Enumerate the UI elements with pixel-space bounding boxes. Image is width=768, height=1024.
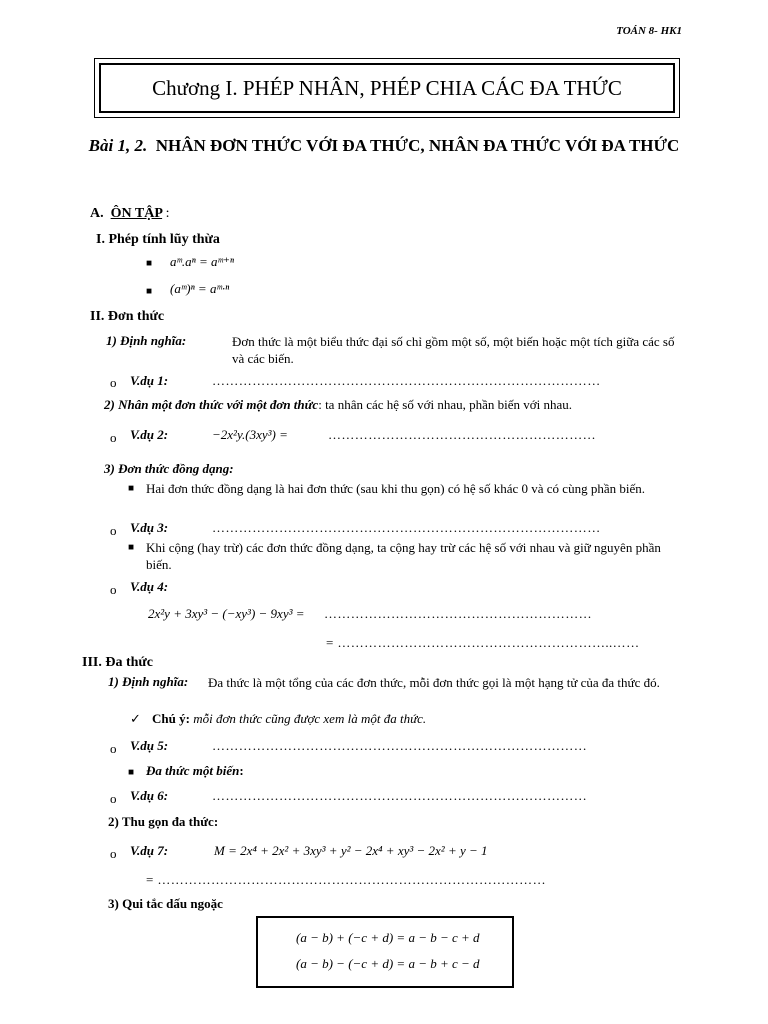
polynomial-definition-text: Đa thức là một tổng của các đơn thức, mỗi đơn thức gọi là một hạng tử của đa thức đó. xyxy=(208,675,660,690)
circle-bullet-icon: o xyxy=(110,430,117,445)
circle-bullet-icon: o xyxy=(110,375,117,390)
bullet-square-icon: ■ xyxy=(146,286,153,297)
power-formula-1: aᵐ.aⁿ = aᵐ⁺ⁿ xyxy=(170,254,234,269)
bracket-rule-label: 3) Qui tắc dấu ngoặc xyxy=(108,896,223,911)
monomial-definition-text: Đơn thức là một biểu thức đại số chỉ gồm một số, một biến hoặc một tích giữa các số và các biến. xyxy=(232,334,675,366)
section-a-heading xyxy=(90,206,170,222)
bullet-square-icon: ■ xyxy=(128,767,135,778)
example-1-label: V.dụ 1: xyxy=(130,373,169,388)
reduce-polynomial-label: 2) Thu gọn đa thức: xyxy=(108,814,219,829)
similar-monomial-text: Hai đơn thức đồng dạng là hai đơn thức (sau khi thu gọn) có hệ số khác 0 và có cùng phần biến. xyxy=(146,481,645,496)
checkmark-icon: ✓ xyxy=(130,711,141,726)
example-3-label: V.dụ 3: xyxy=(130,520,169,535)
example-6-label: V.dụ 6: xyxy=(130,788,169,803)
example-2-blank: …………………………………………………… xyxy=(328,427,596,442)
bracket-rule-2: (a − b) − (−c + d) = a − b + c − d xyxy=(296,956,480,971)
part2-heading: II. Đơn thức xyxy=(90,309,165,324)
bullet-square-icon: ■ xyxy=(128,483,135,494)
lesson-heading xyxy=(80,134,688,158)
example-6-blank: ………………………………………………………………………… xyxy=(212,788,588,803)
add-similar-monomials-text: Khi cộng (hay trừ) các đơn thức đồng dạng, ta cộng hay trừ các hệ số với nhau và giữ nguyên phần biến. xyxy=(146,540,661,572)
part1-heading: I. Phép tính lũy thừa xyxy=(96,232,220,247)
similar-monomial-label: 3) Đơn thức đồng dạng: xyxy=(104,461,234,476)
circle-bullet-icon: o xyxy=(110,582,117,597)
example-7-blank: = …………………………………………………………………………… xyxy=(146,872,546,887)
example-5-label: V.dụ 5: xyxy=(130,738,169,753)
polynomial-definition-label: 1) Định nghĩa: xyxy=(108,674,189,689)
circle-bullet-icon: o xyxy=(110,741,117,756)
monomial-definition-label: 1) Định nghĩa: xyxy=(106,333,187,348)
section-a-title: ÔN TẬP xyxy=(110,206,163,221)
bracket-rule-1: (a − b) + (−c + d) = a − b − c + d xyxy=(296,930,480,945)
chapter-box xyxy=(94,58,680,118)
lesson-number: Bài 1, 2. xyxy=(88,136,148,155)
section-a-colon: : xyxy=(165,206,170,221)
single-variable-label: Đa thức một biến xyxy=(146,763,240,778)
power-formula-2: (aᵐ)ⁿ = aᵐ·ⁿ xyxy=(170,281,230,296)
bullet-square-icon: ■ xyxy=(146,258,153,269)
section-a-letter: A. xyxy=(90,206,104,221)
bullet-square-icon: ■ xyxy=(128,542,135,553)
note-text: mỗi đơn thức cũng được xem là một đa thức. xyxy=(193,711,427,726)
example-4-blank: …………………………………………………… xyxy=(324,606,592,621)
example-2-label: V.dụ 2: xyxy=(130,427,169,442)
single-variable-line xyxy=(146,763,244,779)
chapter-title: Chương I. PHÉP NHÂN, PHÉP CHIA CÁC ĐA THỨC xyxy=(99,63,675,113)
single-variable-colon: : xyxy=(239,763,244,778)
example-7-expression: M = 2x⁴ + 2x² + 3xy³ + y² − 2x⁴ + xy³ − 2x² + y − 1 xyxy=(214,843,488,858)
example-5-blank: ………………………………………………………………………… xyxy=(212,738,588,753)
monomial-multiplication-text: : ta nhân các hệ số với nhau, phần biến với nhau. xyxy=(318,397,573,412)
lesson-title: NHÂN ĐƠN THỨC VỚI ĐA THỨC, NHÂN ĐA THỨC VỚI ĐA THỨC xyxy=(155,136,680,155)
circle-bullet-icon: o xyxy=(110,523,117,538)
example-1-blank: …………………………………………………………………………… xyxy=(212,373,601,388)
example-7-label: V.dụ 7: xyxy=(130,843,169,858)
monomial-multiplication-line xyxy=(104,397,572,413)
example-4-label: V.dụ 4: xyxy=(130,579,169,594)
example-2-expression: −2x²y.(3xy³) = xyxy=(212,427,288,442)
monomial-multiplication-label: 2) Nhân một đơn thức với một đơn thức xyxy=(104,397,319,412)
bracket-rule-box xyxy=(256,916,514,988)
example-3-blank: …………………………………………………………………………… xyxy=(212,520,601,535)
header-code: TOÁN 8- HK1 xyxy=(616,25,682,37)
example-4-expression: 2x²y + 3xy³ − (−xy³) − 9xy³ = xyxy=(148,606,305,621)
circle-bullet-icon: o xyxy=(110,791,117,806)
note-line xyxy=(152,711,426,727)
note-label: Chú ý: xyxy=(152,711,190,726)
part3-heading: III. Đa thức xyxy=(82,655,154,670)
example-4-blank-2: = ……………………………………………………..…… xyxy=(326,635,640,650)
circle-bullet-icon: o xyxy=(110,846,117,861)
